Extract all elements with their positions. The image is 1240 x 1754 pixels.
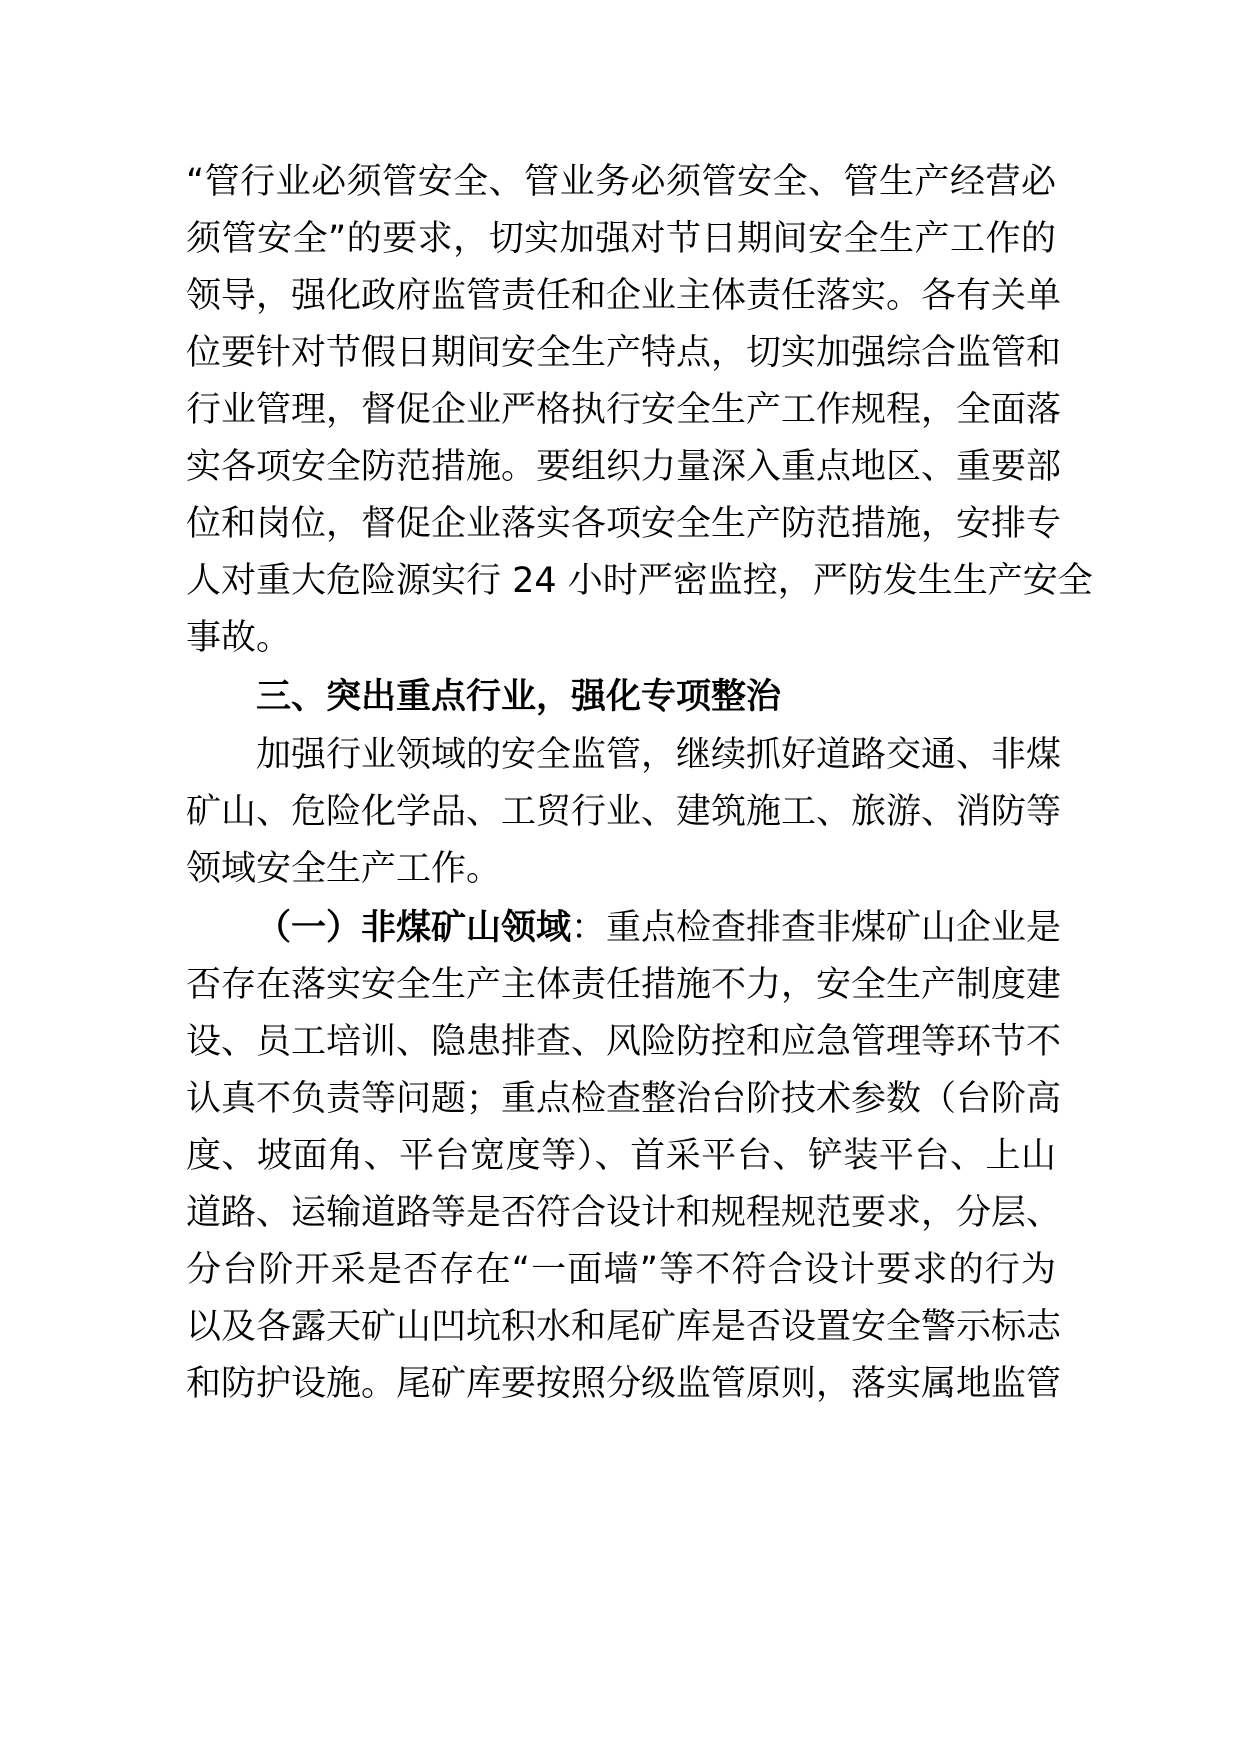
subsection-line: 分台阶开采是否存在“一面墙”等不符合设计要求的行为 (186, 1250, 1056, 1290)
subsection-line: 否存在落实安全生产主体责任措施不力，安全生产制度建 (186, 965, 1062, 1005)
section-intro-line: 矿山、危险化学品、工贸行业、建筑施工、旅游、消防等 (186, 792, 1062, 832)
subsection-line: 和防护设施。尾矿库要按照分级监管原则，落实属地监管 (186, 1364, 1062, 1404)
body-line: 实各项安全防范措施。要组织力量深入重点地区、重要部 (186, 447, 1062, 487)
subsection-title: （一）非煤矿山领域 (256, 908, 572, 948)
body-line: 事故。 (186, 618, 292, 658)
body-line: 人对重大危险源实行 24 小时严密监控，严防发生生产安全 (186, 561, 1093, 601)
subsection-line: 以及各露天矿山凹坑积水和尾矿库是否设置安全警示标志 (186, 1307, 1062, 1347)
subsection-line: 道路、运输道路等是否符合设计和规程规范要求，分层、 (186, 1193, 1062, 1233)
body-line: 行业管理，督促企业严格执行安全生产工作规程，全面落 (186, 390, 1062, 430)
body-line: “管行业必须管安全、管业务必须管安全、管生产经营必 (186, 162, 1056, 202)
subsection-line: 认真不负责等问题；重点检查整治台阶技术参数（台阶高 (186, 1079, 1062, 1119)
subsection-first-text: ：重点检查排查非煤矿山企业是 (571, 908, 1062, 948)
section-heading: 三、突出重点行业，强化专项整治 (256, 677, 782, 717)
body-line: 领导，强化政府监管责任和企业主体责任落实。各有关单 (186, 276, 1062, 316)
section-intro-line: 加强行业领域的安全监管，继续抓好道路交通、非煤 (256, 735, 1062, 775)
subsection-line: 设、员工培训、隐患排查、风险防控和应急管理等环节不 (186, 1022, 1062, 1062)
body-line: 位要针对节假日期间安全生产特点，切实加强综合监管和 (186, 333, 1062, 373)
section-intro-line: 领域安全生产工作。 (186, 849, 502, 889)
body-line: 位和岗位，督促企业落实各项安全生产防范措施，安排专 (186, 504, 1062, 544)
body-line: 须管安全”的要求，切实加强对节日期间安全生产工作的 (186, 219, 1056, 259)
subsection-line: 度、坡面角、平台宽度等）、首采平台、铲装平台、上山 (186, 1136, 1056, 1176)
